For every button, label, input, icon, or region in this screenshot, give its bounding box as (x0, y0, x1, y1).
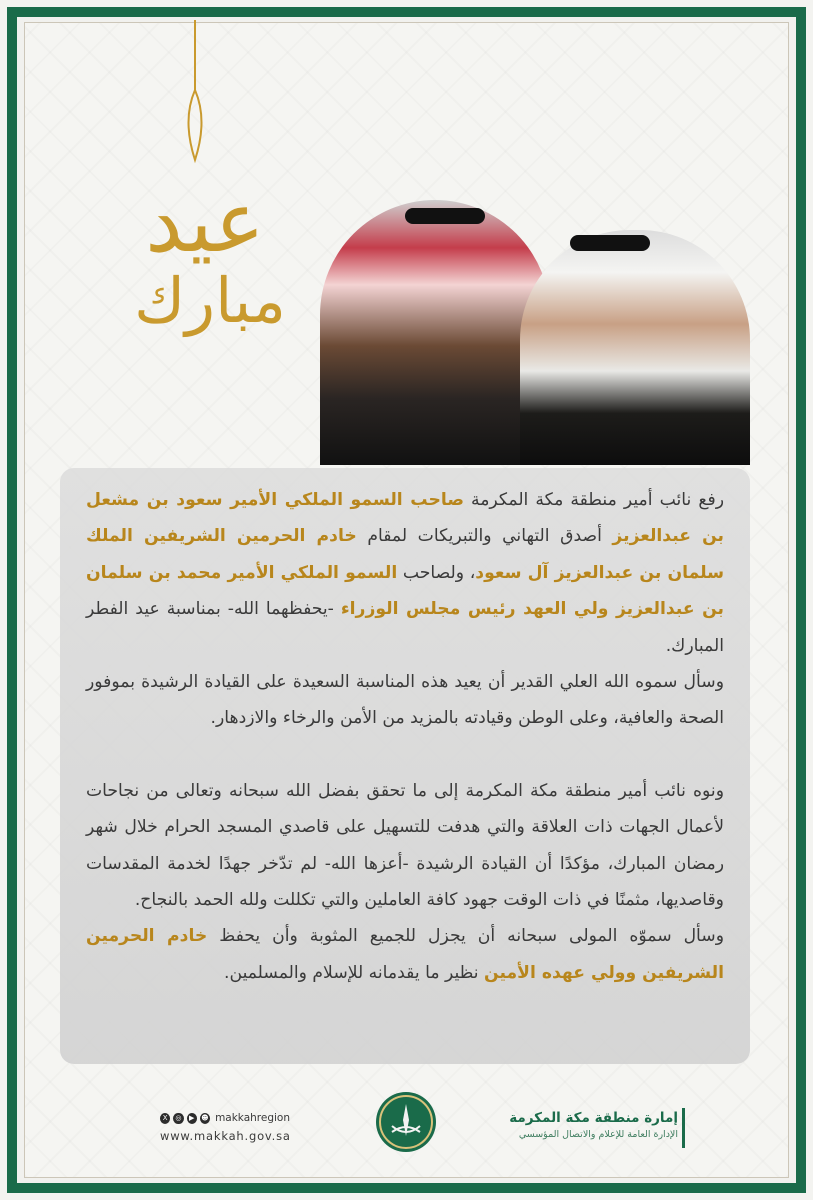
portrait-king (520, 230, 750, 465)
eid-subtitle: مبارك (134, 264, 286, 337)
crown-prince-name: السمو الملكي الأمير محمد بن سلمان بن عبدالعزيز ولي العهد رئيس مجلس الوزراء (86, 562, 725, 620)
social-handle[interactable]: makkahregion (215, 1112, 290, 1124)
deputy-governor-name: صاحب السمو الملكي الأمير سعود بن مشعل بن عبدالعزيز (86, 490, 724, 547)
message-panel (60, 468, 750, 1064)
p4-text: نظير ما يقدمانه للإسلام والمسلمين. (224, 962, 485, 983)
p1-text: -يحفظهما الله- بمناسبة عيد الفطر المبارك. (86, 599, 724, 656)
leaders-portraits (320, 190, 750, 465)
org-name: إمارة منطقة مكة المكرمة (509, 1110, 678, 1126)
p1-text: ، ولصاحب (397, 562, 476, 583)
eid-title: عيد (145, 173, 265, 271)
paragraph-1 (86, 482, 724, 664)
p4-text: وسأل سموّه المولى سبحانه أن يجزل للجميع المثوبة وأن يحفظ (207, 926, 724, 947)
snapchat-icon[interactable]: ☻ (201, 1113, 209, 1122)
eid-greeting (70, 20, 330, 380)
king-name: خادم الحرمين الشريفين الملك سلمان بن عبدالعزيز آل سعود (86, 526, 725, 583)
saudi-emblem-icon (376, 1092, 436, 1152)
paragraph-4 (86, 918, 724, 991)
youtube-icon[interactable]: ▶ (187, 1113, 197, 1124)
p1-text: أصدق التهاني والتبريكات لمقام (356, 526, 613, 547)
divider (682, 1108, 685, 1148)
org-signature (500, 1110, 678, 1140)
agal-icon (570, 235, 650, 251)
paragraph-2: وسأل سموه الله العلي القدير أن يعيد هذه المناسبة السعيدة على القيادة الرشيدة بموفور الصحة والعافية، وعلى الوطن وقيادته بالمزيد من الأمن والرخاء والازدهار. (86, 672, 724, 729)
x-icon[interactable]: X (160, 1113, 170, 1124)
agal-icon (405, 208, 485, 224)
website-link[interactable]: www.makkah.gov.sa (160, 1129, 291, 1143)
org-department: الإدارة العامة للإعلام والاتصال المؤسسي (518, 1129, 678, 1140)
instagram-icon[interactable]: ◎ (173, 1113, 183, 1124)
p1-text: رفع نائب أمير منطقة مكة المكرمة (463, 490, 724, 510)
leaders-mention: خادم الحرمين الشريفين وولي عهده الأمين (86, 926, 724, 983)
paragraph-3: ونوه نائب أمير منطقة مكة المكرمة إلى ما تحقق بفضل الله سبحانه وتعالى من نجاحات لأعمال الجهات ذات العلاقة والتي هدفت للتسهيل على قاصدي المسجد الحرام خلال شهر رمضان المبارك، مؤكدًا أن القيادة الرشيدة -أعزها الله- لم تدّخر جهدًا لخدمة المقدسات وقاصديها، مثمنًا في ذات الوقت جهود كافة العاملين والتي تكللت ولله الحمد بالنجاح. (86, 780, 724, 911)
portrait-crown-prince (320, 200, 550, 465)
footer-social (160, 1112, 290, 1143)
